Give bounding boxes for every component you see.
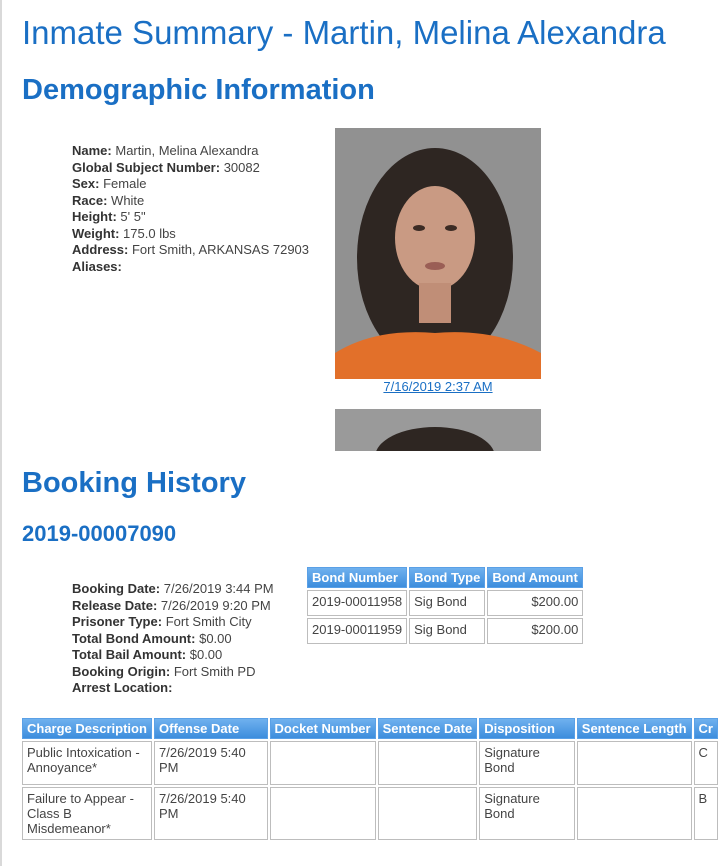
info-value: Martin, Melina Alexandra [115,143,259,158]
booking-row-arrest-location [72,680,274,697]
bond-amount-cell: $200.00 [487,590,583,616]
charges-header-description: Charge Description [22,718,152,739]
charges-header-disposition: Disposition [479,718,575,739]
charges-header-sentence-date: Sentence Date [378,718,478,739]
info-label: Total Bail Amount: [72,647,187,662]
info-label: Booking Date: [72,581,161,596]
booking-number: 2019-00007090 [22,521,177,546]
charges-header-row [22,718,718,739]
info-label: Sex: [72,176,100,191]
table-row [307,590,583,616]
info-value: 5' 5" [120,209,146,224]
bond-amount-cell: $200.00 [487,618,583,644]
offense-date-cell: 7/26/2019 5:40 PM [154,741,268,785]
info-value: White [111,192,145,208]
bond-table [305,565,585,646]
info-row-gsn [72,160,309,177]
info-label: Aliases: [72,258,122,274]
table-row [22,787,718,840]
info-label: Height: [72,209,117,224]
charges-header-class: Cr [694,718,718,739]
mugshot-image [335,128,541,379]
disposition-cell: Signature Bond [479,787,575,840]
info-row-address [72,242,309,259]
bond-header-number: Bond Number [307,567,407,588]
info-label: Total Bond Amount: [72,630,196,646]
booking-row-origin [72,664,274,681]
mugshot-image-secondary [335,409,541,451]
bond-type-cell: Sig Bond [409,618,485,644]
photo-date-link[interactable]: 7/16/2019 2:37 AM [383,379,493,394]
booking-row-total-bail [72,647,274,664]
bond-header-row [307,567,583,588]
charge-description-cell: Failure to Appear - Class B Misdemeanor* [22,787,152,840]
info-row-weight [72,226,309,243]
charge-class-cell: B [694,787,718,840]
info-value: 7/26/2019 3:44 PM [163,581,274,596]
booking-row-total-bond [72,631,274,648]
sentence-date-cell [378,787,478,840]
demographic-heading: Demographic Information [22,74,375,106]
docket-number-cell [270,741,376,785]
page-left-border [0,0,2,866]
offense-date-cell: 7/26/2019 5:40 PM [154,787,268,840]
info-row-race [72,193,309,210]
bond-number-cell: 2019-00011958 [307,590,407,616]
disposition-cell: Signature Bond [479,741,575,785]
info-row-sex [72,176,309,193]
info-label: Weight: [72,225,120,241]
booking-info [72,581,274,697]
info-value: 30082 [223,159,260,175]
charge-class-cell: C [694,741,718,785]
info-label: Prisoner Type: [72,614,163,629]
mugshot-photo-secondary[interactable] [335,409,541,451]
table-row [307,618,583,644]
info-label: Arrest Location: [72,680,173,695]
table-row [22,741,718,785]
info-label: Booking Origin: [72,663,171,679]
charges-header-offense-date: Offense Date [154,718,268,739]
demographic-info [72,143,309,275]
charges-header-sentence-length: Sentence Length [577,718,692,739]
booking-row-release [72,598,274,615]
info-value: Fort Smith City [165,614,252,629]
booking-row-date [72,581,274,598]
charges-table-container[interactable] [20,716,720,842]
info-value: 7/26/2019 9:20 PM [160,597,271,613]
info-label: Release Date: [72,597,158,613]
info-label: Global Subject Number: [72,159,221,175]
charge-description-cell: Public Intoxication - Annoyance* [22,741,152,785]
charges-table [20,716,720,842]
sentence-length-cell [577,741,692,785]
sentence-date-cell [378,741,478,785]
bond-type-cell: Sig Bond [409,590,485,616]
bond-header-amount: Bond Amount [487,567,583,588]
bond-number-cell: 2019-00011959 [307,618,407,644]
page-title: Inmate Summary - Martin, Melina Alexandra [22,14,666,51]
info-label: Race: [72,192,108,208]
info-label: Address: [72,242,129,257]
info-value: Female [103,176,147,191]
booking-history-heading: Booking History [22,467,246,499]
info-value: $0.00 [199,630,232,646]
bond-header-type: Bond Type [409,567,485,588]
info-value: Fort Smith PD [173,663,256,679]
booking-row-prisoner-type [72,614,274,631]
info-value: Fort Smith, ARKANSAS 72903 [131,242,310,257]
info-value: 175.0 lbs [123,225,176,241]
charges-header-docket: Docket Number [270,718,376,739]
sentence-length-cell [577,787,692,840]
mugshot-photo[interactable] [335,128,541,379]
info-label: Name: [72,143,112,158]
docket-number-cell [270,787,376,840]
info-row-name [72,143,309,160]
info-value: $0.00 [189,647,223,662]
info-row-aliases [72,259,309,276]
info-row-height [72,209,309,226]
